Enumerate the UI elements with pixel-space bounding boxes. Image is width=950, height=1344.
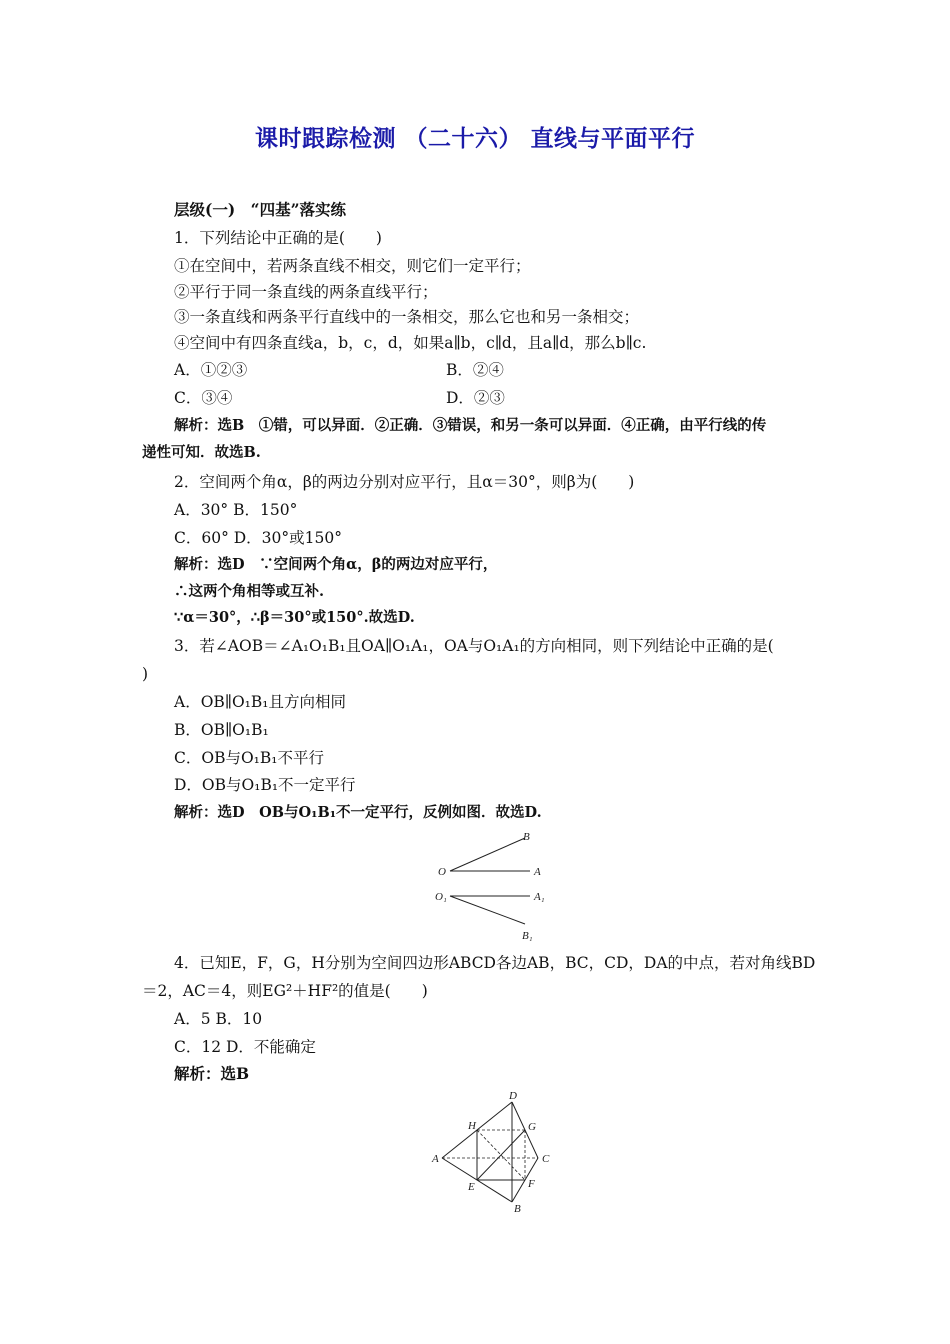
q1-statement-3: ③一条直线和两条平行直线中的一条相交，那么它也和另一条相交； [174,308,640,326]
q2-options-cd: C．60° D．30°或150° [174,529,342,547]
label-a: A [534,866,541,878]
label-b: B [523,831,530,843]
q4-options-ab: A．5 B．10 [174,1010,263,1028]
q1-option-d: D．②③ [446,389,505,407]
level-heading: 层级(一) “四基”落实练 [174,200,346,219]
q2-solution-line-3: ∵α＝30°，∴β＝30°或150°.故选D. [174,609,415,626]
q1-option-a: A．①②③ [174,361,248,379]
q1-stem: 1．下列结论中正确的是( ) [174,229,382,247]
label-a1: A₁ [534,891,545,903]
q2-stem: 2．空间两个角α，β的两边分别对应平行，且α＝30°，则β为( ) [174,473,635,491]
label-b1: B₁ [522,930,533,942]
q3-figure [425,828,565,946]
q2-options-ab: A．30° B．150° [174,501,298,519]
label-o1: O₁ [435,891,447,903]
q1-solution-line-2: 递性可知．故选B. [142,444,261,461]
q3-option-a: A．OB∥O₁B₁且方向相同 [174,693,346,711]
q1-option-b: B．②④ [446,361,504,379]
q1-solution-line-1: 解析：选B ①错，可以异面．②正确．③错误，和另一条可以异面．④正确，由平行线的传 [174,417,767,434]
q4-stem-line-2: ＝2，AC＝4，则EG²＋HF²的值是( ) [142,982,428,1000]
label-e: E [468,1181,475,1193]
q1-statement-4: ④空间中有四条直线a，b，c，d，如果a∥b，c∥d，且a∥d，那么b∥c. [174,334,647,352]
q4-figure [425,1088,565,1218]
q1-statement-2: ②平行于同一条直线的两条直线平行； [174,283,438,301]
page-title: 课时跟踪检测 （二十六） 直线与平面平行 [254,126,695,152]
label-d: D [509,1090,517,1102]
q2-solution-line-2: ∴这两个角相等或互补. [174,583,325,600]
label-h: H [468,1120,476,1132]
q3-option-d: D．OB与O₁B₁不一定平行 [174,776,356,794]
q3-option-c: C．OB与O₁B₁不平行 [174,749,324,767]
q4-stem-line-1: 4．已知E，F，G，H分别为空间四边形ABCD各边AB，BC，CD，DA的中点，若对角线BD [174,954,816,972]
label-b: B [514,1203,521,1215]
label-f: F [528,1178,535,1190]
q3-option-b: B．OB∥O₁B₁ [174,721,269,739]
label-o: O [438,866,446,878]
q3-stem-line-1: 3．若∠AOB＝∠A₁O₁B₁且OA∥O₁A₁，OA与O₁A₁的方向相同，则下列结论中正确的是( [174,637,774,655]
q3-solution: 解析：选D OB与O₁B₁不一定平行，反例如图．故选D. [174,804,542,821]
q1-option-c: C．③④ [174,389,233,407]
label-a: A [432,1153,439,1165]
q1-statement-1: ①在空间中，若两条直线不相交，则它们一定平行； [174,257,531,275]
q2-solution-line-1: 解析：选D ∵空间两个角α，β的两边对应平行， [174,556,498,573]
label-c: C [542,1153,550,1165]
q4-solution: 解析：选B [174,1064,250,1083]
q4-options-cd: C．12 D．不能确定 [174,1038,316,1056]
q3-stem-line-2: ) [142,665,149,683]
label-g: G [528,1121,536,1133]
